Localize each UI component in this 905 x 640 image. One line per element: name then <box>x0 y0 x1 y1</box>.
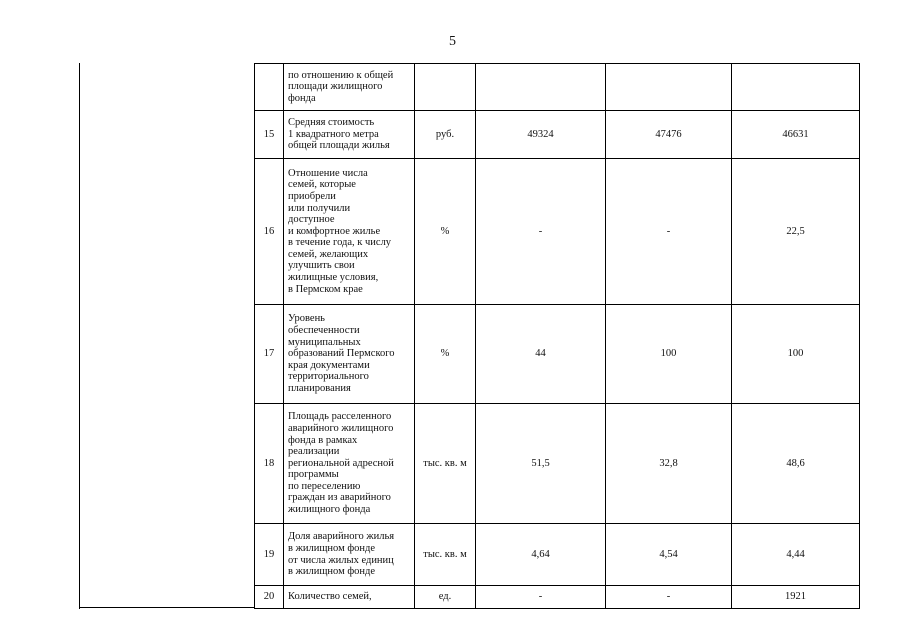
value-cell-3: 46631 <box>732 111 860 159</box>
indicator-description-cell <box>284 159 415 305</box>
description-line: площади жилищного <box>288 81 383 93</box>
row-number-cell: 18 <box>255 404 284 524</box>
indicator-description-cell <box>284 524 415 586</box>
description-line: улучшить свои <box>288 260 355 272</box>
description-line: реализации <box>288 446 340 458</box>
description-line: Отношение числа <box>288 167 368 179</box>
value-cell-1: 4,64 <box>476 524 606 586</box>
value-cell-2: 32,8 <box>606 404 732 524</box>
description-line: жилищные условия, <box>288 272 379 284</box>
row-number-cell: 20 <box>255 586 284 609</box>
indicators-table <box>254 63 860 609</box>
table-row <box>255 586 860 609</box>
value-cell-2 <box>606 64 732 111</box>
value-cell-3: 4,44 <box>732 524 860 586</box>
value-cell-2: - <box>606 586 732 609</box>
description-line: и комфортное жилье <box>288 225 381 237</box>
indicator-description-cell <box>284 111 415 159</box>
unit-cell: ед. <box>415 586 476 609</box>
description-line: фонда <box>288 92 316 104</box>
table-row <box>255 111 860 159</box>
row-number-cell: 15 <box>255 111 284 159</box>
table-row <box>255 305 860 404</box>
table-row <box>255 404 860 524</box>
description-line: программы <box>288 469 339 481</box>
table-row <box>255 159 860 305</box>
value-cell-3: 100 <box>732 305 860 404</box>
row-number-cell: 19 <box>255 524 284 586</box>
value-cell-1: - <box>476 159 606 305</box>
description-line: планирования <box>288 382 351 394</box>
description-line: семей, которые <box>288 179 356 191</box>
description-line: общей площади жилья <box>288 140 390 152</box>
unit-cell: % <box>415 159 476 305</box>
description-line: в жилищном фонде <box>288 542 376 554</box>
value-cell-1: 51,5 <box>476 404 606 524</box>
left-border-line <box>79 63 80 609</box>
description-line: Доля аварийного жилья <box>288 531 395 543</box>
indicator-description-cell <box>284 586 415 609</box>
description-line: Средняя стоимость <box>288 117 375 129</box>
unit-cell: % <box>415 305 476 404</box>
row-number-cell: 17 <box>255 305 284 404</box>
description-line: граждан из аварийного <box>288 492 391 504</box>
row-number-cell: 16 <box>255 159 284 305</box>
description-line: региональной адресной <box>288 457 394 469</box>
description-line: Уровень <box>288 313 325 325</box>
description-line: семей, желающих <box>288 248 369 260</box>
value-cell-2: 47476 <box>606 111 732 159</box>
description-line: доступное <box>288 214 335 226</box>
description-line: территориального <box>288 371 369 383</box>
description-line: приобрели <box>288 190 336 202</box>
value-cell-3 <box>732 64 860 111</box>
description-line: от числа жилых единиц <box>288 554 394 566</box>
value-cell-2: 100 <box>606 305 732 404</box>
description-line: образований Пермского <box>288 348 395 360</box>
description-line: в жилищном фонде <box>288 566 376 578</box>
description-line: края документами <box>288 359 370 371</box>
unit-cell: руб. <box>415 111 476 159</box>
indicator-description-cell <box>284 64 415 111</box>
value-cell-1 <box>476 64 606 111</box>
description-line: в течение года, к числу <box>288 237 392 249</box>
table-row <box>255 64 860 111</box>
value-cell-1: 49324 <box>476 111 606 159</box>
value-cell-1: 44 <box>476 305 606 404</box>
bottom-border-line <box>79 607 254 608</box>
description-line: муниципальных <box>288 336 361 348</box>
unit-cell: тыс. кв. м <box>415 524 476 586</box>
value-cell-3: 22,5 <box>732 159 860 305</box>
description-line: 1 квадратного метра <box>288 128 379 140</box>
page-number: 5 <box>449 34 456 49</box>
value-cell-1: - <box>476 586 606 609</box>
description-line: Количество семей, <box>288 591 372 603</box>
value-cell-2: - <box>606 159 732 305</box>
description-line: в Пермском крае <box>288 283 363 295</box>
description-line: фонда в рамках <box>288 434 358 446</box>
value-cell-2: 4,54 <box>606 524 732 586</box>
row-number-cell <box>255 64 284 111</box>
description-line: аварийного жилищного <box>288 422 394 434</box>
description-line: по переселению <box>288 480 361 492</box>
description-line: по отношению к общей <box>288 69 394 81</box>
value-cell-3: 48,6 <box>732 404 860 524</box>
indicator-description-cell <box>284 305 415 404</box>
description-line: Площадь расселенного <box>288 411 392 423</box>
table-row <box>255 524 860 586</box>
unit-cell <box>415 64 476 111</box>
description-line: обеспеченности <box>288 325 360 337</box>
indicator-description-cell <box>284 404 415 524</box>
unit-cell: тыс. кв. м <box>415 404 476 524</box>
value-cell-3: 1921 <box>732 586 860 609</box>
description-line: жилищного фонда <box>288 504 371 516</box>
description-line: или получили <box>288 202 351 214</box>
